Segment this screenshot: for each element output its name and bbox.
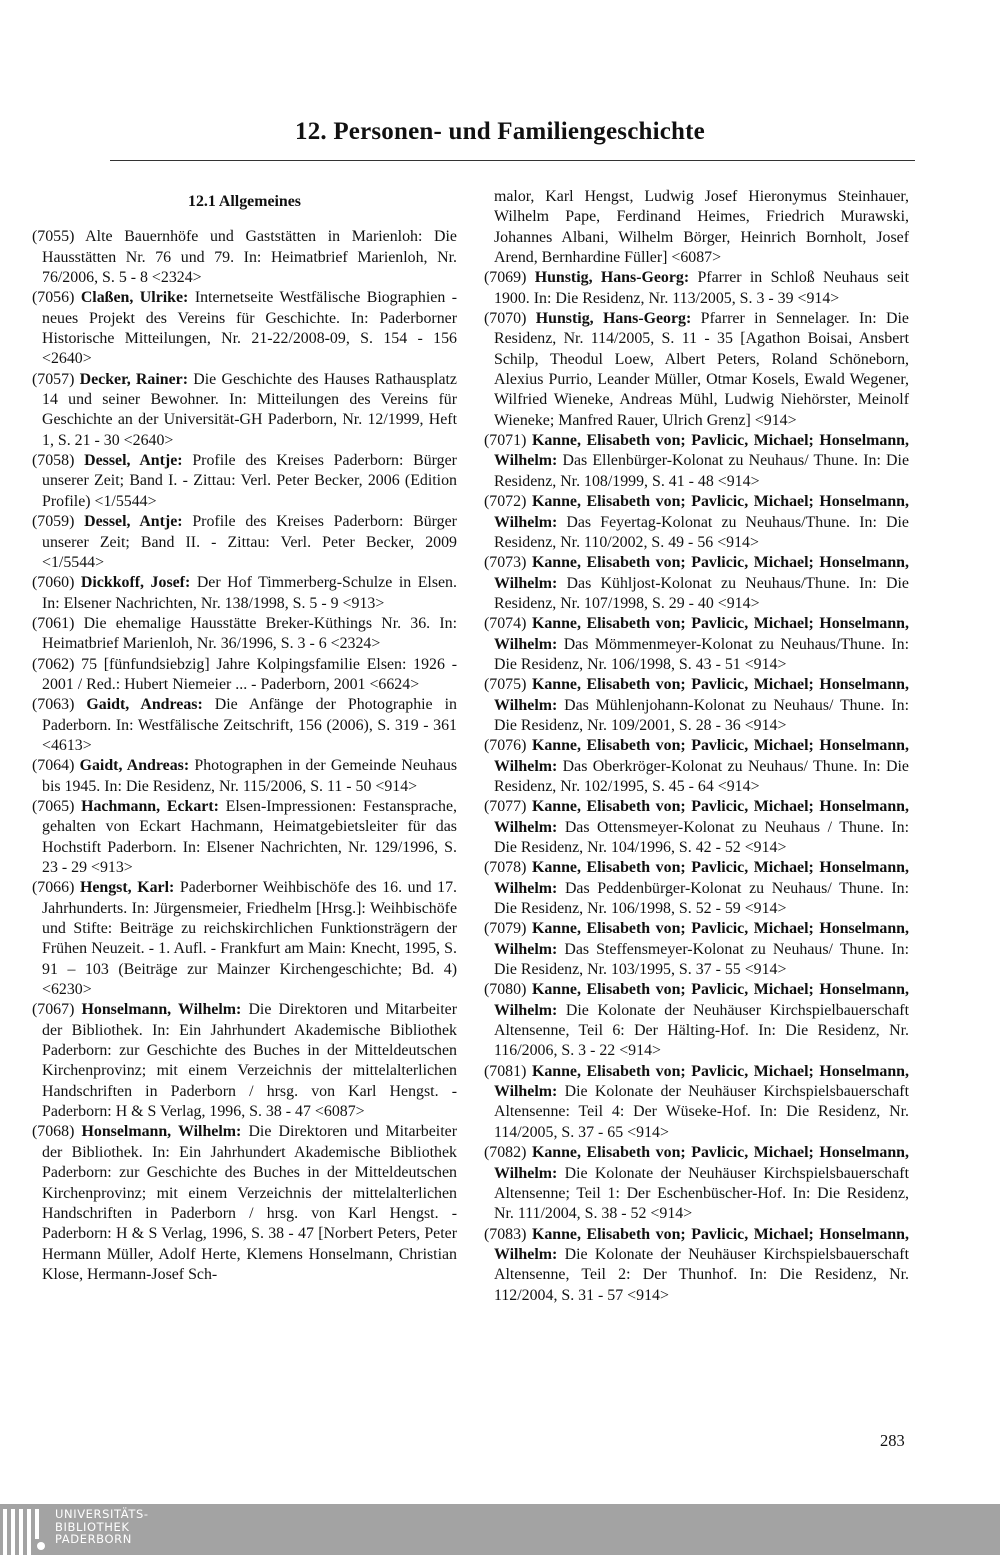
bibliography-entry xyxy=(484,1225,909,1306)
bibliography-entry xyxy=(32,756,457,797)
bibliography-entry xyxy=(32,655,457,696)
entry-author: Kanne, Elisabeth von; Pavlicic, Michael; Honselmann, Wilhelm: xyxy=(494,615,909,653)
entry-number: (7069) xyxy=(484,269,527,287)
entry-author: Kanne, Elisabeth von; Pavlicic, Michael; Honselmann, Wilhelm: xyxy=(494,1062,909,1101)
entry-text: Paderborner Weihbischöfe des 16. und 17. Jahrhunderts. In: Jürgensmeier, Friedhelm [Hrsg.]: Weihbischöfe und Stifte: Beiträge zu reichskirchlichen Funktionsträgern der Frühen Neuzeit. - 1. Aufl. - Frankfurt am Main: Knecht, 1995, S. 91 – 103 (Beiträge zur Mainzer Kirchengeschichte; Bd. 4) <6230> xyxy=(42,879,457,999)
entry-author: Kanne, Elisabeth von; Pavlicic, Michael; Honselmann, Wilhelm: xyxy=(494,676,909,714)
entry-author: Kanne, Elisabeth von; Pavlicic, Michael; Honselmann, Wilhelm: xyxy=(494,432,909,470)
bibliography-entry xyxy=(32,227,457,288)
bibliography-entry xyxy=(484,268,909,309)
entry-number: (7070) xyxy=(484,310,527,328)
library-name-line3: PADERBORN xyxy=(55,1532,132,1546)
bibliography-entry xyxy=(32,1122,457,1285)
section-heading: 12.1 Allgemeines xyxy=(188,193,301,210)
entry-author: Hengst, Karl: xyxy=(79,879,175,897)
entry-author: Kanne, Elisabeth von; Pavlicic, Michael; Honselmann, Wilhelm: xyxy=(494,981,909,1019)
entry-text: Alte Bauernhöfe und Gaststätten in Marienloh: Die Hausstätten Nr. 76 und 79. In: Heimatbrief Marienloh, Nr. 76/2006, S. 5 - 8 <2324> xyxy=(42,228,457,287)
entry-number: (7059) xyxy=(32,513,75,531)
entry-author: Kanne, Elisabeth von; Pavlicic, Michael; Honselmann, Wilhelm: xyxy=(494,920,909,958)
entry-author: Gaidt, Andreas: xyxy=(86,696,203,714)
entry-author: Kanne, Elisabeth von; Pavlicic, Michael; Honselmann, Wilhelm: xyxy=(494,493,909,531)
entry-number: (7065) xyxy=(32,797,75,815)
bibliography-entry xyxy=(32,512,457,573)
bibliography-entry xyxy=(484,797,909,858)
entry-text: Das Kühljost-Kolonat zu Neuhaus/Thune. In: Die Residenz, Nr. 107/1998, S. 29 - 40 <914> xyxy=(494,574,909,612)
entry-number: (7083) xyxy=(484,1225,527,1243)
entry-author: Decker, Rainer: xyxy=(79,370,189,388)
entry-text: Die Kolonate der Neuhäuser Kirchspielsbauerschaft Altensenne, Teil 2: Der Thunhof. In: Die Residenz, Nr. 112/2004, S. 31 - 57 <914> xyxy=(494,1245,909,1304)
entry-number: (7062) xyxy=(32,655,75,673)
entry-text: Das Mühlenjohann-Kolonat zu Neuhaus/ Thune. In: Die Residenz, Nr. 109/2001, S. 28 - 36 <914> xyxy=(494,696,909,734)
bibliography-entry xyxy=(484,309,909,431)
bibliography-entry xyxy=(484,675,909,736)
entry-author: Kanne, Elisabeth von; Pavlicic, Michael; Honselmann, Wilhelm: xyxy=(494,1144,909,1182)
entry-number: (7073) xyxy=(484,554,527,572)
entry-number: (7060) xyxy=(32,574,75,592)
bibliography-entry xyxy=(32,797,457,878)
entry-number: (7057) xyxy=(32,370,75,388)
entry-author: Hunstig, Hans-Georg: xyxy=(535,310,692,328)
logo-dot-icon xyxy=(37,1542,45,1550)
bibliography-entry xyxy=(484,431,909,492)
entry-text: Elsen-Impressionen: Festansprache, gehalten von Eckart Hachmann, Heimatgebietsleiter für das Hochstift Paderborn. In: Elsener Nachrichten, Nr. 129/1996, S. 23 - 29 <913> xyxy=(42,797,457,876)
bibliography-entry xyxy=(32,370,457,451)
entry-number: (7055) xyxy=(32,228,75,246)
entry-number: (7066) xyxy=(32,879,75,897)
entry-text: Das Feyertag-Kolonat zu Neuhaus/Thune. In: Die Residenz, Nr. 110/2002, S. 49 - 56 <914> xyxy=(494,513,909,551)
entry-text: Die Geschichte des Hauses Rathausplatz 14 und seiner Bewohner. In: Mitteilungen des Vereins für Geschichte an der Universität-GH Paderborn, Nr. 12/1999, Heft 1, S. 21 - 30 <2640> xyxy=(42,370,457,449)
entry-author: Dickkoff, Josef: xyxy=(80,574,191,592)
entry-number: (7071) xyxy=(484,432,527,450)
bibliography-entry xyxy=(32,614,457,655)
entry-text: Profile des Kreises Paderborn: Bürger unserer Zeit; Band II. - Zittau: Verl. Peter Becker, 2009 <1/5544> xyxy=(42,513,457,571)
entry-number: (7064) xyxy=(32,757,75,775)
entry-author: Claßen, Ulrike: xyxy=(80,289,189,307)
entry-number: (7072) xyxy=(484,493,527,511)
entry-text: Photographen in der Gemeinde Neuhaus bis 1945. In: Die Residenz, Nr. 115/2006, S. 11 - 50 <914> xyxy=(42,757,457,795)
entry-text: Pfarrer in Schloß Neuhaus seit 1900. In: Die Residenz, Nr. 113/2005, S. 3 - 39 <914> xyxy=(494,269,910,307)
entry-author: Kanne, Elisabeth von; Pavlicic, Michael; Honselmann, Wilhelm: xyxy=(494,737,909,775)
library-footer xyxy=(0,1504,1000,1555)
entry-text: 75 [fünfundsiebzig] Jahre Kolpingsfamilie Elsen: 1926 - 2001 / Red.: Hubert Niemeier ... - Paderborn, 2001 <6624> xyxy=(42,655,457,693)
entry-text: Die Direktoren und Mitarbeiter der Bibliothek. In: Ein Jahrhundert Akademische Bibliothek Paderborn: zur Geschichte des Buches in der Mitteldeutschen Kirchenprovinz; mit einem Verzeichnis der mittelalterlichen Handschriften in Paderborn / hrsg. von Karl Hengst. - Paderborn: H & S Verlag, 1996, S. 38 - 47 <6087> xyxy=(42,1001,457,1121)
entry-number: (7061) xyxy=(32,614,75,632)
entry-text: Das Peddenbürger-Kolonat zu Neuhaus/ Thune. In: Die Residenz, Nr. 106/1998, S. 52 - 59 <914> xyxy=(494,879,909,918)
chapter-title: 12. Personen- und Familiengeschichte xyxy=(295,118,705,145)
entry-text: Die Direktoren und Mitarbeiter der Bibliothek. In: Ein Jahrhundert Akademische Bibliothek Paderborn: zur Geschichte des Buches in der Mitteldeutschen Kirchenprovinz; mit einem Verzeichnis der mittelalterlichen Handschriften in Paderborn / hrsg. von Karl Hengst. - Paderborn: H & S Verlag, 1996, S. 38 - 47 [Norbert Peters, Peter Hermann Müller, Adolf Herte, Klemens Honselmann, Christian Klose, Hermann-Josef Sch- xyxy=(42,1123,457,1283)
entry-author: Gaidt, Andreas: xyxy=(79,757,190,775)
entry-text: Die Kolonate der Neuhäuser Kirchspielbauerschaft Altensenne, Teil 6: Der Hälting-Hof. In: Die Residenz, Nr. 116/2006, S. 3 - 22 <914> xyxy=(494,1001,909,1060)
entry-text: Die Kolonate der Neuhäuser Kirchspielsbauerschaft Altensenne; Teil 1: Der Eschenbüscher-Hof. In: Die Residenz, Nr. 111/2004, S. 38 - 52 <914> xyxy=(494,1164,909,1223)
entry-author: Kanne, Elisabeth von; Pavlicic, Michael; Honselmann, Wilhelm: xyxy=(494,859,909,897)
entry-author: Honselmann, Wilhelm: xyxy=(81,1123,242,1141)
bibliography-entry xyxy=(32,878,457,1000)
entry-number: (7067) xyxy=(32,1001,75,1019)
entry-number: (7074) xyxy=(484,615,527,633)
entry-author: Hachmann, Eckart: xyxy=(81,797,219,815)
entry-text: Das Steffensmeyer-Kolonat zu Neuhaus/ Thune. In: Die Residenz, Nr. 103/1995, S. 37 - 55 <914> xyxy=(494,940,909,979)
entry-author: Hunstig, Hans-Georg: xyxy=(534,269,690,287)
bibliography-entry xyxy=(32,288,457,369)
bibliography-entry xyxy=(484,553,909,614)
entry-text: Das Ottensmeyer-Kolonat zu Neuhaus / Thune. In: Die Residenz, Nr. 104/1996, S. 42 - 52 <914> xyxy=(494,818,909,856)
entry-number: (7078) xyxy=(484,859,527,877)
entry-text: Das Oberkröger-Kolonat zu Neuhaus/ Thune. In: Die Residenz, Nr. 102/1995, S. 45 - 64 <914> xyxy=(494,757,909,795)
entry-text: Das Ellenbürger-Kolonat zu Neuhaus/ Thune. In: Die Residenz, Nr. 108/1999, S. 41 - 48 <914> xyxy=(494,452,910,490)
bibliography-entry xyxy=(484,614,909,675)
entry-number: (7077) xyxy=(484,798,527,816)
entry-number: (7058) xyxy=(32,452,75,470)
entry-number: (7081) xyxy=(484,1062,527,1080)
bibliography-entry xyxy=(32,1000,457,1122)
right-column xyxy=(484,187,909,1306)
entry-text: Profile des Kreises Paderborn: Bürger unserer Zeit; Band I. - Zittau: Verl. Peter Becker, 2006 (Edition Profile) <1/5544> xyxy=(42,452,457,510)
entry-author: Kanne, Elisabeth von; Pavlicic, Michael; Honselmann, Wilhelm: xyxy=(494,798,909,836)
entry-number: (7068) xyxy=(32,1123,75,1141)
entry-number: (7056) xyxy=(32,289,75,307)
library-name-line2: BIBLIOTHEK xyxy=(55,1519,130,1534)
library-name xyxy=(55,1508,149,1546)
bibliography-entry xyxy=(32,695,457,756)
bibliography-entry xyxy=(32,573,457,614)
entry-number: (7082) xyxy=(484,1144,527,1162)
entry-author: Kanne, Elisabeth von; Pavlicic, Michael; Honselmann, Wilhelm: xyxy=(494,554,909,592)
bibliography-entry xyxy=(484,1143,909,1224)
entry-text: Das Mömmenmeyer-Kolonat zu Neuhaus/Thune. In: Die Residenz, Nr. 106/1998, S. 43 - 51 <914> xyxy=(494,635,909,673)
entry-text: Die Anfänge der Photographie in Paderborn. In: Westfälische Zeitschrift, 156 (2006), S. 319 - 361 <4613> xyxy=(42,696,457,754)
entry-text: Die Kolonate der Neuhäuser Kirchspielsbauerschaft Altensenne: Teil 4: Der Wüseke-Hof. In: Die Residenz, Nr. 114/2005, S. 37 - 65 <914> xyxy=(494,1083,909,1141)
bibliography-entry xyxy=(484,919,909,980)
bibliography-entry xyxy=(484,980,909,1061)
entry-number: (7079) xyxy=(484,920,527,938)
entry-number: (7075) xyxy=(484,676,527,694)
bibliography-entry xyxy=(484,858,909,919)
entry-author: Honselmann, Wilhelm: xyxy=(81,1001,242,1019)
library-logo-icon xyxy=(3,1509,53,1555)
entry-number: (7063) xyxy=(32,696,75,714)
entry-text: Der Hof Timmerberg-Schulze in Elsen. In: Elsener Nachrichten, Nr. 138/1998, S. 5 - 9 <913> xyxy=(42,574,457,612)
bibliography-entry xyxy=(484,736,909,797)
bibliography-entry xyxy=(32,451,457,512)
bibliography-entry xyxy=(484,492,909,553)
page-number: 283 xyxy=(880,1431,905,1450)
entry-author: Dessel, Antje: xyxy=(84,513,183,531)
continuation-text: malor, Karl Hengst, Ludwig Josef Hieronymus Steinhauer, Wilhelm Pape, Ferdinand Heimes, Friedrich Murawski, Johannes Albani, Wilhelm Börger, Heinrich Bornholt, Josef Arend, Bernhardine Füller] <6087> xyxy=(494,188,909,267)
entry-author: Kanne, Elisabeth von; Pavlicic, Michael; Honselmann, Wilhelm: xyxy=(494,1225,909,1263)
entry-author: Dessel, Antje: xyxy=(84,452,183,470)
library-name-line1: UNIVERSITÄTS- xyxy=(55,1507,149,1521)
entry-number: (7076) xyxy=(484,737,527,755)
title-rule xyxy=(110,160,915,161)
left-column xyxy=(32,192,457,1285)
entry-text: Internetseite Westfälische Biographien - neues Projekt des Vereins für Geschichte. In: Paderborner Historische Mitteilungen, Nr. 21-22/2008-09, S. 154 - 156 <2640> xyxy=(42,289,458,368)
bibliography-entry xyxy=(484,1062,909,1143)
entry-text: Pfarrer in Sennelager. In: Die Residenz, Nr. 114/2005, S. 11 - 35 [Agathon Boisai, Ansbert Schilp, Theodul Loew, Albert Peters, Roland Schöneborn, Alexius Purrio, Leander Müller, Otmar Kosels, Ewald Wegener, Wilfried Wieneke, Andreas Mühl, Ludwig Niehörster, Meinolf Wieneke; Manfred Rauer, Ulrich Grenz] <914> xyxy=(494,310,909,429)
entry-text: Die ehemalige Hausstätte Breker-Küthings Nr. 36. In: Heimatbrief Marienloh, Nr. 36/1996, S. 3 - 6 <2324> xyxy=(42,614,457,653)
entry-number: (7080) xyxy=(484,981,527,999)
